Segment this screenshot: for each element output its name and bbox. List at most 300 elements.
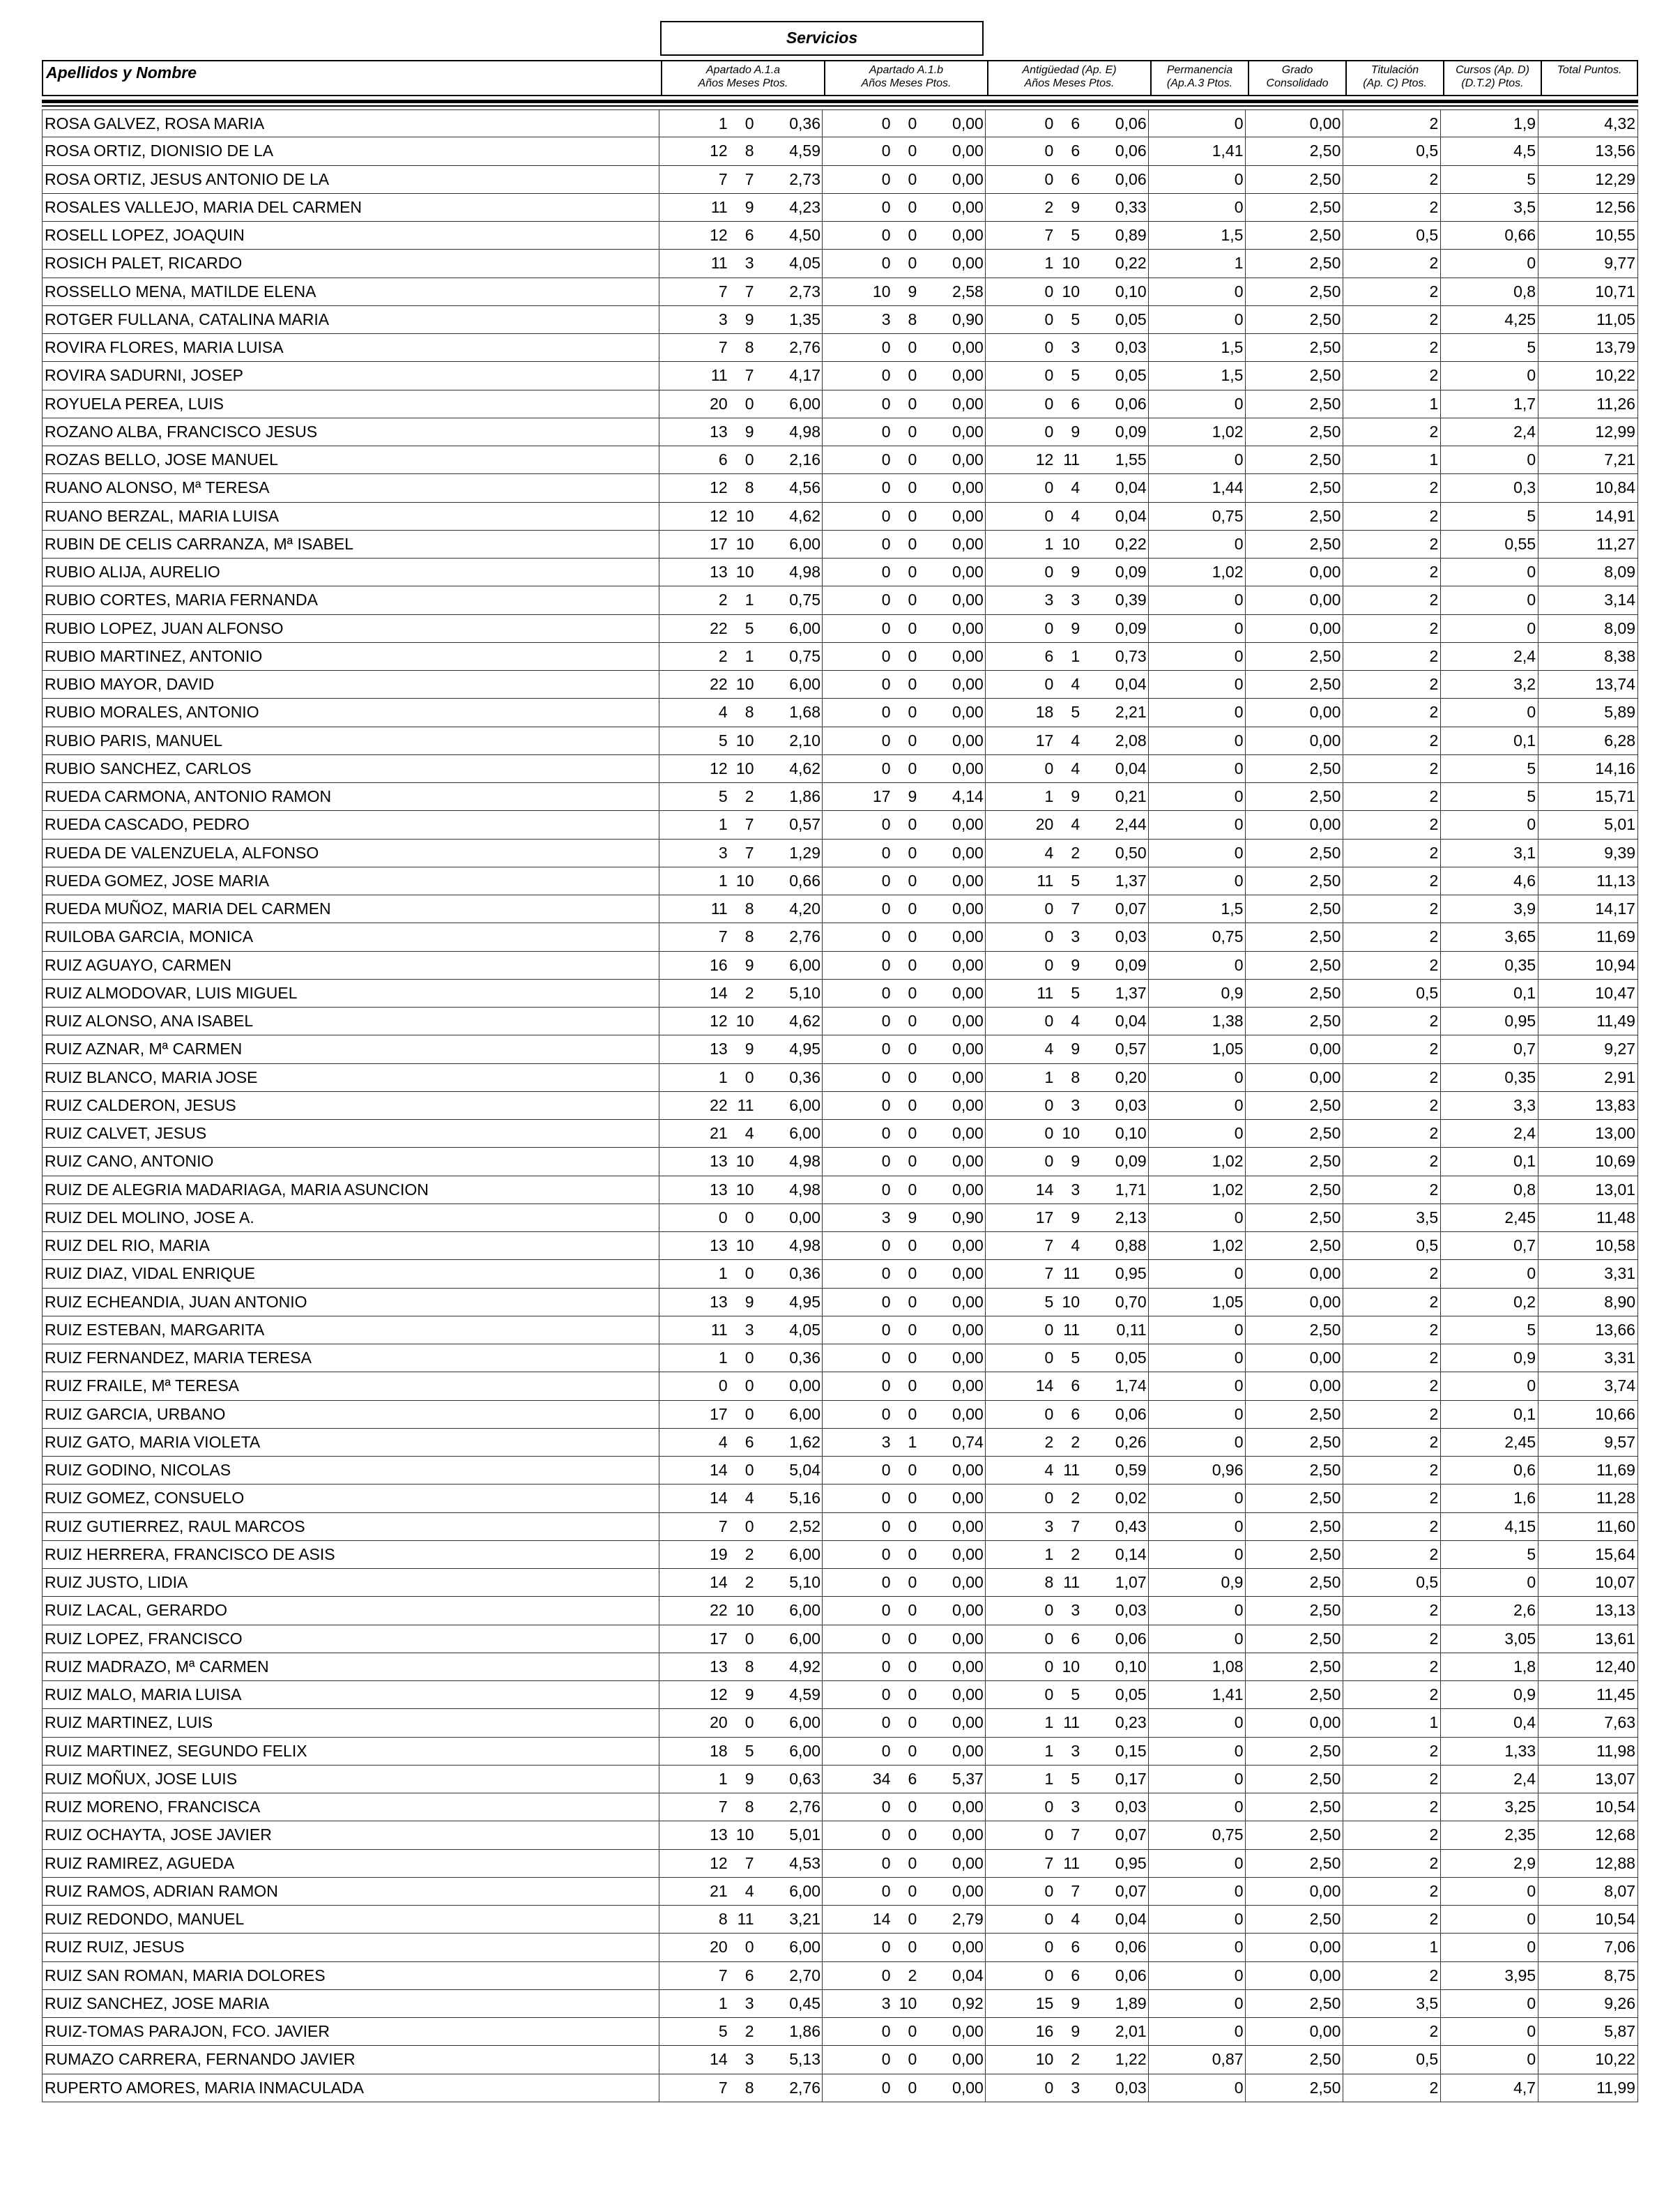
cell-permanencia: 1,41 (1149, 137, 1246, 165)
cell-titulacion: 2 (1343, 1681, 1441, 1708)
cell-a1a-points: 5,16 (789, 1489, 821, 1508)
table-row (42, 362, 1638, 390)
table-row (42, 615, 1638, 643)
cell-grado: 2,50 (1246, 446, 1343, 473)
table-row (42, 1176, 1638, 1204)
header-cursos (1443, 61, 1541, 95)
cell-total: 11,69 (1596, 927, 1635, 946)
cell-total: 10,58 (1595, 1236, 1635, 1254)
cell-antiguedad-months: 3 (1071, 338, 1080, 356)
cell-titulacion: 2 (1343, 1429, 1441, 1456)
cell-group-a1b (823, 1934, 986, 1961)
cell-group-a1a (659, 278, 823, 305)
cell-titulacion: 2 (1343, 783, 1441, 810)
cell-a1b-points: 0,00 (952, 1544, 984, 1563)
cell-a1b-years: 10 (872, 282, 891, 301)
cell-a1b-years: 0 (881, 618, 891, 637)
cell-a1a-points: 1,62 (789, 1432, 821, 1451)
cell-antiguedad-points: 0,95 (1115, 1853, 1147, 1872)
cell-a1b-months: 0 (908, 1320, 917, 1339)
cell-antiguedad-years: 0 (1044, 422, 1054, 441)
cell-name: RUIZ LACAL, GERARDO (43, 1597, 659, 1624)
cell-a1b-months: 0 (908, 422, 917, 441)
cell-a1a-months: 3 (744, 2050, 754, 2069)
cell-group-a1b (823, 1766, 986, 1793)
cell-group-a1a (659, 2018, 823, 2045)
cell-a1a-points: 2,76 (789, 1798, 821, 1816)
cell-a1b-months: 0 (908, 197, 917, 216)
cell-cursos: 1,33 (1441, 1738, 1538, 1765)
cell-group-antiguedad (986, 137, 1149, 165)
cell-cursos: 3,05 (1441, 1625, 1538, 1653)
cell-a1a-points: 0,36 (789, 1068, 821, 1086)
cell-group-a1a (659, 1541, 823, 1568)
table-row (42, 671, 1638, 699)
cell-antiguedad-points: 0,04 (1115, 675, 1147, 693)
cell-a1b-years: 0 (881, 1152, 891, 1171)
cell-group-a1b (823, 1064, 986, 1091)
cell-antiguedad-months: 3 (1071, 1798, 1080, 1816)
cell-titulacion: 2 (1343, 2018, 1441, 2045)
cell-a1b-months: 0 (908, 618, 917, 637)
cell-grado: 2,50 (1246, 278, 1343, 305)
cell-total: 13,79 (1595, 338, 1635, 356)
cell-a1a-points: 5,10 (789, 983, 821, 1002)
cell-group-a1b (823, 446, 986, 473)
cell-group-a1a (659, 1906, 823, 1933)
cell-permanencia: 0 (1149, 1597, 1246, 1624)
cell-a1a-years: 14 (710, 983, 728, 1002)
cell-a1a-points: 2,52 (789, 1517, 821, 1535)
table-row (42, 250, 1638, 278)
cell-antiguedad-points: 0,11 (1116, 1320, 1147, 1339)
table-row (42, 194, 1638, 222)
cell-a1b-months: 9 (908, 787, 917, 805)
cell-a1a-months: 8 (744, 478, 754, 497)
cell-permanencia: 0 (1149, 1513, 1246, 1540)
cell-group-a1a (659, 840, 823, 867)
cell-cursos: 3,2 (1441, 671, 1538, 698)
cell-a1a-months: 0 (744, 1349, 754, 1367)
cell-titulacion: 2 (1343, 1906, 1441, 1933)
cell-a1b-points: 0,92 (952, 1994, 984, 2012)
cell-a1a-months: 10 (735, 1012, 754, 1030)
cell-a1b-points: 0,00 (952, 1320, 984, 1339)
cell-group-antiguedad (986, 1008, 1149, 1035)
cell-cursos: 0 (1441, 1372, 1538, 1399)
cell-grado: 2,50 (1246, 643, 1343, 670)
cell-a1a-months: 9 (744, 1685, 754, 1703)
cell-antiguedad-months: 6 (1071, 1938, 1080, 1957)
cell-group-antiguedad (986, 1316, 1149, 1344)
table-row (42, 895, 1638, 923)
cell-antiguedad-points: 1,74 (1115, 1376, 1147, 1395)
cell-grado: 2,50 (1246, 783, 1343, 810)
cell-a1b-years: 0 (881, 450, 891, 469)
cell-a1b-months: 0 (908, 506, 917, 525)
cell-group-antiguedad (986, 727, 1149, 754)
cell-grado: 2,50 (1246, 1569, 1343, 1596)
cell-total: 10,55 (1595, 226, 1635, 244)
cell-antiguedad-years: 0 (1044, 1124, 1054, 1142)
cell-permanencia: 0 (1149, 952, 1246, 979)
cell-antiguedad-months: 8 (1071, 1068, 1080, 1086)
cell-a1a-years: 13 (710, 563, 728, 581)
cell-a1a-years: 20 (710, 1713, 728, 1732)
table-row (42, 474, 1638, 502)
cell-a1a-years: 11 (710, 899, 728, 918)
cell-a1a-years: 13 (710, 1825, 728, 1844)
cell-a1b-points: 0,00 (952, 955, 984, 974)
table-row (42, 1457, 1638, 1485)
cell-group-a1a (659, 895, 823, 922)
cell-a1b-years: 0 (881, 815, 891, 834)
cell-a1b-points: 0,00 (952, 1853, 984, 1872)
header-antiguedad (987, 61, 1150, 95)
cell-cursos: 0,95 (1441, 1008, 1538, 1035)
cell-permanencia: 0 (1149, 755, 1246, 782)
cell-antiguedad-months: 11 (1063, 1264, 1080, 1283)
cell-cursos: 0,35 (1441, 952, 1538, 979)
cell-grado: 0,00 (1246, 1035, 1343, 1063)
cell-a1a-months: 8 (744, 1657, 754, 1676)
cell-name: RUIZ GOMEZ, CONSUELO (43, 1485, 659, 1512)
cell-a1b-years: 0 (881, 366, 891, 385)
cell-cursos: 2,9 (1441, 1850, 1538, 1877)
cell-a1a-points: 0,75 (789, 646, 821, 665)
cell-antiguedad-months: 11 (1063, 1573, 1080, 1591)
cell-a1a-years: 14 (710, 2050, 728, 2069)
cell-titulacion: 2 (1343, 250, 1441, 277)
cell-permanencia: 1,02 (1149, 418, 1246, 446)
cell-titulacion: 2 (1343, 1401, 1441, 1428)
cell-antiguedad-points: 0,05 (1115, 1685, 1147, 1703)
cell-antiguedad-points: 0,06 (1115, 1938, 1147, 1957)
cell-a1a-months: 0 (744, 394, 754, 413)
cell-group-antiguedad (986, 2046, 1149, 2073)
cell-group-antiguedad (986, 1148, 1149, 1175)
table-row (42, 643, 1638, 671)
cell-a1a-points: 4,95 (789, 1040, 821, 1058)
cell-a1a-points: 2,70 (789, 1966, 821, 1984)
cell-name: RUIZ LOPEZ, FRANCISCO (43, 1625, 659, 1653)
cell-name: RUIZ RUIZ, JESUS (43, 1934, 659, 1961)
cell-antiguedad-points: 1,07 (1115, 1573, 1147, 1591)
cell-total: 11,69 (1596, 1461, 1635, 1479)
cell-a1a-months: 5 (744, 1741, 754, 1760)
cell-group-antiguedad (986, 1289, 1149, 1316)
cell-group-a1a (659, 2074, 823, 2102)
cell-titulacion: 2 (1343, 503, 1441, 530)
cell-a1a-points: 3,21 (789, 1910, 821, 1928)
cell-titulacion: 2 (1343, 1962, 1441, 1989)
cell-name: ROSALES VALLEJO, MARIA DEL CARMEN (43, 194, 659, 221)
cell-a1a-points: 4,20 (789, 899, 821, 918)
table-row (42, 559, 1638, 586)
cell-group-a1a (659, 1092, 823, 1119)
cell-grado: 2,50 (1246, 1990, 1343, 2017)
cell-permanencia: 0 (1149, 306, 1246, 333)
cell-a1a-points: 5,10 (789, 1573, 821, 1591)
cell-a1b-months: 0 (908, 1798, 917, 1816)
cell-antiguedad-points: 0,20 (1115, 1068, 1147, 1086)
cell-titulacion: 2 (1343, 1541, 1441, 1568)
cell-permanencia: 0 (1149, 1990, 1246, 2017)
cell-group-a1a (659, 1962, 823, 1989)
cell-permanencia: 0 (1149, 840, 1246, 867)
cell-antiguedad-months: 11 (1063, 1320, 1080, 1339)
cell-permanencia: 1,08 (1149, 1653, 1246, 1680)
cell-a1b-years: 0 (881, 2078, 891, 2097)
cell-antiguedad-points: 0,05 (1115, 310, 1147, 328)
cell-group-antiguedad (986, 1878, 1149, 1905)
cell-grado: 2,50 (1246, 895, 1343, 922)
cell-group-a1a (659, 1513, 823, 1540)
cell-a1b-months: 0 (908, 366, 917, 385)
cell-antiguedad-points: 0,06 (1115, 114, 1147, 132)
cell-a1a-months: 0 (744, 1068, 754, 1086)
table-row (42, 952, 1638, 980)
cell-a1b-points: 0,00 (952, 1489, 984, 1508)
cell-name: ROSSELLO MENA, MATILDE ELENA (43, 278, 659, 305)
cell-grado: 2,50 (1246, 166, 1343, 193)
header-total: Total Puntos. (1541, 61, 1637, 95)
table-row (42, 1064, 1638, 1092)
cell-a1a-years: 1 (718, 1068, 728, 1086)
cell-grado: 0,00 (1246, 1372, 1343, 1399)
cell-antiguedad-points: 0,21 (1115, 787, 1147, 805)
cell-group-a1a (659, 1289, 823, 1316)
cell-group-a1a (659, 1681, 823, 1708)
cell-group-a1b (823, 1289, 986, 1316)
table-row (42, 1232, 1638, 1260)
cell-a1b-years: 0 (881, 1544, 891, 1563)
cell-a1a-months: 10 (735, 1152, 754, 1171)
cell-group-a1b (823, 166, 986, 193)
cell-a1b-months: 1 (908, 1432, 917, 1451)
cell-a1a-months: 10 (735, 563, 754, 581)
table-row (42, 1035, 1638, 1063)
cell-name: ROVIRA SADURNI, JOSEP (43, 362, 659, 389)
cell-permanencia: 0 (1149, 1485, 1246, 1512)
cell-a1b-months: 0 (908, 169, 917, 188)
cell-group-a1a (659, 727, 823, 754)
cell-group-a1b (823, 1204, 986, 1231)
cell-a1b-years: 0 (881, 1264, 891, 1283)
cell-name: RUBIO LOPEZ, JUAN ALFONSO (43, 615, 659, 642)
table-row (42, 1793, 1638, 1821)
cell-antiguedad-points: 0,14 (1115, 1544, 1147, 1563)
cell-a1b-points: 0,00 (952, 1349, 984, 1367)
cell-permanencia: 0 (1149, 1316, 1246, 1344)
cell-name: RUIZ MARTINEZ, LUIS (43, 1709, 659, 1736)
cell-group-a1b (823, 1429, 986, 1456)
cell-group-antiguedad (986, 418, 1149, 446)
cell-cursos: 0,9 (1441, 1681, 1538, 1708)
cell-antiguedad-years: 0 (1044, 1966, 1054, 1984)
cell-a1b-months: 0 (908, 675, 917, 693)
cell-antiguedad-years: 12 (1035, 450, 1054, 469)
cell-permanencia: 0 (1149, 1738, 1246, 1765)
cell-group-a1a (659, 1232, 823, 1259)
cell-group-a1a (659, 474, 823, 501)
cell-name: RUBIO MAYOR, DAVID (43, 671, 659, 698)
cell-grado: 0,00 (1246, 559, 1343, 586)
header-cursos-title: Cursos (Ap. D) (1456, 64, 1529, 76)
cell-cursos: 3,1 (1441, 840, 1538, 867)
cell-permanencia: 1,5 (1149, 362, 1246, 389)
cell-a1a-points: 4,62 (789, 1012, 821, 1030)
cell-antiguedad-points: 0,09 (1115, 618, 1147, 637)
cell-a1a-points: 0,36 (789, 1349, 821, 1367)
cell-antiguedad-months: 9 (1071, 787, 1080, 805)
cell-permanencia: 0 (1149, 278, 1246, 305)
cell-a1b-months: 0 (908, 1152, 917, 1171)
cell-a1a-years: 12 (710, 1853, 728, 1872)
cell-grado: 2,50 (1246, 1597, 1343, 1624)
cell-group-antiguedad (986, 1176, 1149, 1203)
cell-total: 12,56 (1595, 197, 1635, 216)
cell-antiguedad-points: 2,01 (1115, 2022, 1147, 2040)
cell-a1a-months: 11 (737, 1910, 754, 1928)
cell-titulacion: 2 (1343, 278, 1441, 305)
cell-group-a1a (659, 699, 823, 726)
cell-a1b-months: 0 (908, 1461, 917, 1479)
table-row (42, 783, 1638, 811)
cell-total: 12,29 (1595, 169, 1635, 188)
cell-group-a1a (659, 952, 823, 979)
cell-antiguedad-months: 4 (1071, 675, 1080, 693)
cell-cursos: 0 (1441, 699, 1538, 726)
cell-a1b-months: 0 (908, 1517, 917, 1535)
cell-total: 2,91 (1604, 1068, 1635, 1086)
cell-a1a-years: 7 (718, 927, 728, 946)
cell-group-a1b (823, 390, 986, 418)
cell-a1a-points: 4,50 (789, 226, 821, 244)
cell-a1b-years: 0 (881, 1657, 891, 1676)
cell-a1a-months: 10 (735, 871, 754, 890)
cell-antiguedad-points: 0,26 (1115, 1432, 1147, 1451)
cell-permanencia: 0 (1149, 1625, 1246, 1653)
cell-a1b-years: 0 (881, 591, 891, 609)
cell-grado: 2,50 (1246, 1401, 1343, 1428)
cell-total: 7,63 (1604, 1713, 1635, 1732)
table-row (42, 811, 1638, 839)
cell-a1b-points: 0,00 (952, 169, 984, 188)
cell-antiguedad-years: 0 (1044, 478, 1054, 497)
cell-total: 13,83 (1595, 1095, 1635, 1114)
cell-a1b-months: 0 (908, 1544, 917, 1563)
cell-a1a-points: 0,36 (789, 1264, 821, 1283)
cell-group-a1b (823, 1120, 986, 1147)
cell-cursos: 5 (1441, 783, 1538, 810)
cell-name: RUIZ DIAZ, VIDAL ENRIQUE (43, 1260, 659, 1287)
cell-a1b-points: 0,00 (952, 759, 984, 777)
cell-a1b-points: 0,00 (952, 114, 984, 132)
cell-a1b-months: 0 (908, 1264, 917, 1283)
cell-cursos: 0,6 (1441, 1457, 1538, 1484)
cell-group-a1a (659, 811, 823, 838)
cell-antiguedad-months: 11 (1063, 1713, 1080, 1732)
cell-a1a-years: 20 (710, 394, 728, 413)
table-row (42, 2074, 1638, 2102)
cell-permanencia: 1,41 (1149, 1681, 1246, 1708)
cell-a1a-points: 0,00 (789, 1208, 821, 1227)
cell-grado: 2,50 (1246, 306, 1343, 333)
cell-a1b-months: 0 (908, 1040, 917, 1058)
cell-grado: 2,50 (1246, 1738, 1343, 1765)
cell-a1a-points: 5,01 (789, 1825, 821, 1844)
cell-a1b-years: 0 (881, 1798, 891, 1816)
header-divider (42, 100, 1638, 103)
cell-a1b-years: 0 (881, 731, 891, 750)
cell-titulacion: 2 (1343, 1766, 1441, 1793)
cell-total: 3,14 (1604, 591, 1635, 609)
table-row (42, 109, 1638, 137)
table-row (42, 390, 1638, 418)
cell-antiguedad-months: 3 (1071, 2078, 1080, 2097)
table-row (42, 867, 1638, 895)
cell-a1b-months: 0 (908, 871, 917, 890)
cell-name: RUIZ CALVET, JESUS (43, 1120, 659, 1147)
cell-permanencia: 0 (1149, 1204, 1246, 1231)
header-a1b-sub: Años Meses Ptos. (861, 77, 952, 89)
cell-a1b-years: 0 (881, 254, 891, 273)
cell-a1a-months: 2 (744, 787, 754, 805)
cell-grado: 2,50 (1246, 390, 1343, 418)
cell-antiguedad-points: 2,13 (1115, 1208, 1147, 1227)
cell-antiguedad-points: 1,37 (1115, 871, 1147, 890)
cell-antiguedad-months: 2 (1071, 1544, 1080, 1563)
cell-titulacion: 2 (1343, 840, 1441, 867)
cell-a1a-points: 4,98 (789, 1180, 821, 1199)
cell-antiguedad-years: 0 (1044, 2078, 1054, 2097)
cell-a1a-points: 0,57 (789, 815, 821, 834)
cell-group-a1b (823, 1176, 986, 1203)
cell-titulacion: 2 (1343, 559, 1441, 586)
cell-group-antiguedad (986, 1597, 1149, 1624)
cell-permanencia: 1,5 (1149, 895, 1246, 922)
cell-antiguedad-years: 0 (1044, 282, 1054, 301)
cell-antiguedad-years: 7 (1044, 226, 1054, 244)
cell-name: RUEDA GOMEZ, JOSE MARIA (43, 867, 659, 895)
cell-group-a1b (823, 1148, 986, 1175)
cell-total: 11,60 (1596, 1517, 1635, 1535)
cell-name: RUIZ DEL RIO, MARIA (43, 1232, 659, 1259)
cell-cursos: 0 (1441, 2018, 1538, 2045)
cell-a1b-months: 0 (908, 478, 917, 497)
table-row (42, 1569, 1638, 1597)
cell-permanencia: 1,02 (1149, 1148, 1246, 1175)
cell-a1a-years: 17 (710, 534, 728, 553)
cell-titulacion: 2 (1343, 306, 1441, 333)
cell-a1b-years: 0 (881, 1517, 891, 1535)
cell-cursos: 0 (1441, 615, 1538, 642)
cell-antiguedad-years: 4 (1044, 843, 1054, 862)
cell-a1b-years: 0 (881, 1292, 891, 1311)
cell-a1b-months: 0 (908, 1825, 917, 1844)
cell-a1a-years: 22 (710, 675, 728, 693)
cell-a1a-months: 8 (744, 2078, 754, 2097)
cell-group-a1a (659, 1035, 823, 1063)
cell-total: 10,47 (1595, 983, 1635, 1002)
cell-group-a1a (659, 1793, 823, 1821)
cell-cursos: 0,8 (1441, 1176, 1538, 1203)
cell-a1b-months: 0 (908, 983, 917, 1002)
cell-a1a-months: 8 (744, 703, 754, 722)
cell-antiguedad-points: 0,88 (1115, 1236, 1147, 1254)
cell-a1b-months: 0 (908, 1292, 917, 1311)
